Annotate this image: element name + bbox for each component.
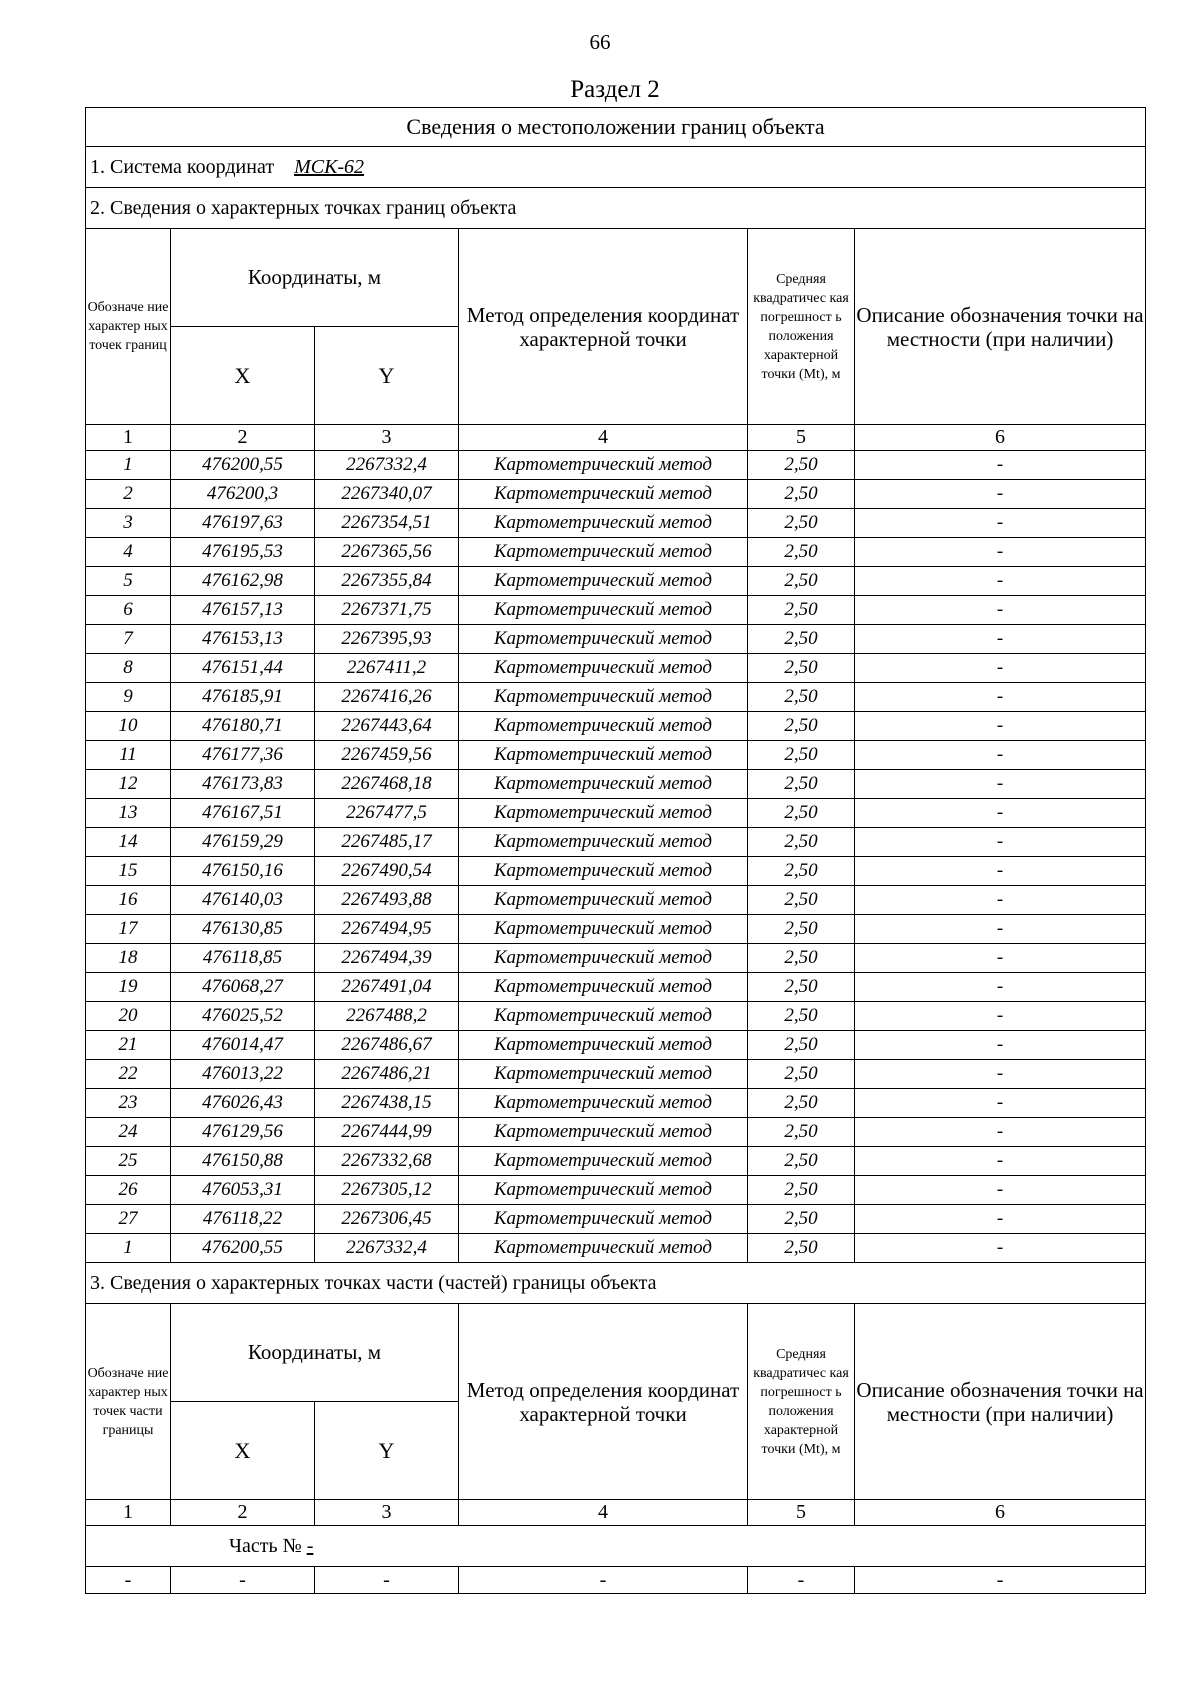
- cell-method: Картометрический метод: [459, 567, 748, 596]
- cell-method: Картометрический метод: [459, 973, 748, 1002]
- col-number: 5: [748, 425, 855, 451]
- table-row: [86, 451, 1146, 480]
- cell-desc: -: [855, 480, 1146, 509]
- cell-y: 2267411,2: [315, 654, 459, 683]
- table-row: [86, 683, 1146, 712]
- cell-mt: 2,50: [748, 480, 855, 509]
- cell-n: 10: [86, 712, 171, 741]
- cell-method: Картометрический метод: [459, 828, 748, 857]
- cell-mt: 2,50: [748, 1205, 855, 1234]
- header-point-label-part: Обозначе ние характер ных точек части границы: [86, 1304, 171, 1500]
- table-row: [86, 596, 1146, 625]
- header-description: Описание обозначения точки на местности (при наличии): [855, 1304, 1146, 1500]
- table-row: [86, 509, 1146, 538]
- col-number: 4: [459, 425, 748, 451]
- cell-y: 2267365,56: [315, 538, 459, 567]
- cell-y: 2267486,67: [315, 1031, 459, 1060]
- cell-mt: 2,50: [748, 451, 855, 480]
- cell-n: 16: [86, 886, 171, 915]
- cell-desc: -: [855, 857, 1146, 886]
- cell-y: 2267490,54: [315, 857, 459, 886]
- cell-method: Картометрический метод: [459, 596, 748, 625]
- cell-method: Картометрический метод: [459, 683, 748, 712]
- cell-x: 476013,22: [171, 1060, 315, 1089]
- cell-x: 476200,55: [171, 1234, 315, 1263]
- cell-desc: -: [855, 1234, 1146, 1263]
- cell-x: 476177,36: [171, 741, 315, 770]
- cell-method: Картометрический метод: [459, 915, 748, 944]
- cell-n: 11: [86, 741, 171, 770]
- cell-y: 2267494,39: [315, 944, 459, 973]
- cell-desc: -: [855, 1176, 1146, 1205]
- cell-n: 14: [86, 828, 171, 857]
- cell-method: Картометрический метод: [459, 1176, 748, 1205]
- cell-n: 25: [86, 1147, 171, 1176]
- cell-x: 476173,83: [171, 770, 315, 799]
- cell-mt: 2,50: [748, 567, 855, 596]
- cell-mt: 2,50: [748, 1176, 855, 1205]
- table-row: [86, 799, 1146, 828]
- cell-n: 26: [86, 1176, 171, 1205]
- cell-y: 2267355,84: [315, 567, 459, 596]
- section2-title: 2. Сведения о характерных точках границ объекта: [86, 188, 1146, 229]
- table-row: [86, 741, 1146, 770]
- col-number: 6: [855, 1500, 1146, 1526]
- header-x: X: [171, 327, 315, 425]
- cell-n: 9: [86, 683, 171, 712]
- cell-x: 476151,44: [171, 654, 315, 683]
- cell-mt: 2,50: [748, 799, 855, 828]
- cell-method: Картометрический метод: [459, 857, 748, 886]
- cell-method: Картометрический метод: [459, 944, 748, 973]
- table-row: [86, 1060, 1146, 1089]
- col-number: 3: [315, 1500, 459, 1526]
- cell-y: 2267332,68: [315, 1147, 459, 1176]
- table-row: [86, 1567, 1146, 1594]
- part-number: -: [306, 1534, 314, 1557]
- cell-mt: 2,50: [748, 1118, 855, 1147]
- cell-x: 476167,51: [171, 799, 315, 828]
- boundary-table: [85, 107, 1146, 1594]
- cell-x: 476053,31: [171, 1176, 315, 1205]
- cell-desc: -: [855, 712, 1146, 741]
- cell-y: 2267354,51: [315, 509, 459, 538]
- cell-desc: -: [855, 1205, 1146, 1234]
- cell-method: Картометрический метод: [459, 1147, 748, 1176]
- column-number-row: [86, 1500, 1146, 1526]
- cell-method: Картометрический метод: [459, 799, 748, 828]
- cell-desc: -: [855, 451, 1146, 480]
- cell-method: Картометрический метод: [459, 712, 748, 741]
- table-row: [86, 1031, 1146, 1060]
- table-row: [86, 1234, 1146, 1263]
- cell-x: 476026,43: [171, 1089, 315, 1118]
- table-row: [86, 915, 1146, 944]
- cell-mt: 2,50: [748, 1234, 855, 1263]
- cell-y: 2267306,45: [315, 1205, 459, 1234]
- cell-n: 7: [86, 625, 171, 654]
- cell-method: Картометрический метод: [459, 1089, 748, 1118]
- cell-y: 2267340,07: [315, 480, 459, 509]
- cell-x: 476118,85: [171, 944, 315, 973]
- cell-y: 2267491,04: [315, 973, 459, 1002]
- cell-y: 2267485,17: [315, 828, 459, 857]
- cell-x: 476153,13: [171, 625, 315, 654]
- cell-y: 2267438,15: [315, 1089, 459, 1118]
- cell-mt: 2,50: [748, 625, 855, 654]
- cell-n: 19: [86, 973, 171, 1002]
- cell-method: Картометрический метод: [459, 1205, 748, 1234]
- cell-n: 13: [86, 799, 171, 828]
- table-row: [86, 973, 1146, 1002]
- cell-x: 476180,71: [171, 712, 315, 741]
- cell-method: Картометрический метод: [459, 1234, 748, 1263]
- cell-y: 2267371,75: [315, 596, 459, 625]
- cell-x: 476129,56: [171, 1118, 315, 1147]
- col-number: 4: [459, 1500, 748, 1526]
- cell-mt: 2,50: [748, 538, 855, 567]
- cell-mt: 2,50: [748, 1031, 855, 1060]
- cell-mt: 2,50: [748, 944, 855, 973]
- cell-desc: -: [855, 625, 1146, 654]
- cell-n: 15: [86, 857, 171, 886]
- cell-n: 1: [86, 1234, 171, 1263]
- cell-desc: -: [855, 1031, 1146, 1060]
- cell-method: Картометрический метод: [459, 625, 748, 654]
- cell-x: 476118,22: [171, 1205, 315, 1234]
- col-number: 1: [86, 425, 171, 451]
- cell-mt: 2,50: [748, 741, 855, 770]
- cell-y: 2267468,18: [315, 770, 459, 799]
- cell-n: 22: [86, 1060, 171, 1089]
- section-title: Раздел 2: [570, 76, 660, 103]
- cell-mt: 2,50: [748, 712, 855, 741]
- cell-x: 476140,03: [171, 886, 315, 915]
- table-row: [86, 886, 1146, 915]
- cell-mt: 2,50: [748, 683, 855, 712]
- col-number: 5: [748, 1500, 855, 1526]
- cell-n: 1: [86, 451, 171, 480]
- cell-method: Картометрический метод: [459, 1002, 748, 1031]
- header-coords: Координаты, м: [171, 229, 459, 327]
- cell-desc: -: [855, 509, 1146, 538]
- header-y: Y: [315, 1402, 459, 1500]
- header-description: Описание обозначения точки на местности (при наличии): [855, 229, 1146, 425]
- cell-desc: -: [855, 654, 1146, 683]
- cell-desc: -: [855, 1118, 1146, 1147]
- cell-mt: 2,50: [748, 654, 855, 683]
- cell-x: 476197,63: [171, 509, 315, 538]
- cell-x: 476162,98: [171, 567, 315, 596]
- table-row: [86, 480, 1146, 509]
- cell-mt: 2,50: [748, 915, 855, 944]
- coord-system-label: 1. Система координат: [90, 155, 275, 178]
- column-number-row: [86, 425, 1146, 451]
- cell-x: 476200,3: [171, 480, 315, 509]
- coord-system-row: [86, 147, 1146, 188]
- cell-y: 2267443,64: [315, 712, 459, 741]
- coord-system-value: МСК-62: [294, 155, 365, 178]
- cell-n: 8: [86, 654, 171, 683]
- cell-method: Картометрический метод: [459, 509, 748, 538]
- cell-y: 2267395,93: [315, 625, 459, 654]
- cell-method: -: [459, 1567, 748, 1594]
- cell-n: 18: [86, 944, 171, 973]
- header-method: Метод определения координат характерной точки: [459, 229, 748, 425]
- cell-x: 476014,47: [171, 1031, 315, 1060]
- cell-y: 2267493,88: [315, 886, 459, 915]
- cell-y: -: [315, 1567, 459, 1594]
- table-row: [86, 1002, 1146, 1031]
- cell-y: 2267332,4: [315, 1234, 459, 1263]
- cell-n: 24: [86, 1118, 171, 1147]
- table-row: [86, 1089, 1146, 1118]
- cell-x: -: [171, 1567, 315, 1594]
- cell-y: 2267332,4: [315, 451, 459, 480]
- table-row: [86, 538, 1146, 567]
- cell-mt: 2,50: [748, 596, 855, 625]
- cell-method: Картометрический метод: [459, 480, 748, 509]
- cell-desc: -: [855, 1089, 1146, 1118]
- cell-method: Картометрический метод: [459, 451, 748, 480]
- table-title: Сведения о местоположении границ объекта: [86, 108, 1146, 147]
- cell-desc: -: [855, 596, 1146, 625]
- cell-mt: 2,50: [748, 828, 855, 857]
- table-row: [86, 1205, 1146, 1234]
- cell-desc: -: [855, 944, 1146, 973]
- cell-mt: 2,50: [748, 1147, 855, 1176]
- cell-n: 21: [86, 1031, 171, 1060]
- cell-y: 2267416,26: [315, 683, 459, 712]
- cell-y: 2267494,95: [315, 915, 459, 944]
- table-row: [86, 770, 1146, 799]
- cell-y: 2267444,99: [315, 1118, 459, 1147]
- cell-desc: -: [855, 799, 1146, 828]
- cell-y: 2267305,12: [315, 1176, 459, 1205]
- header-error: Средняя квадратичес кая погрешност ь положения характерной точки (Mt), м: [748, 1304, 855, 1500]
- cell-x: 476195,53: [171, 538, 315, 567]
- cell-x: 476025,52: [171, 1002, 315, 1031]
- cell-method: Картометрический метод: [459, 741, 748, 770]
- cell-x: 476150,88: [171, 1147, 315, 1176]
- part-label: Часть №: [229, 1534, 302, 1557]
- table-row: [86, 828, 1146, 857]
- cell-n: 17: [86, 915, 171, 944]
- cell-n: -: [86, 1567, 171, 1594]
- table-row: [86, 654, 1146, 683]
- table-row: [86, 567, 1146, 596]
- cell-desc: -: [855, 567, 1146, 596]
- cell-x: 476068,27: [171, 973, 315, 1002]
- cell-x: 476157,13: [171, 596, 315, 625]
- table-row: [86, 625, 1146, 654]
- table-row: [86, 1176, 1146, 1205]
- cell-mt: 2,50: [748, 886, 855, 915]
- cell-n: 6: [86, 596, 171, 625]
- cell-desc: -: [855, 915, 1146, 944]
- header-point-label: Обозначе ние характер ных точек границ: [86, 229, 171, 425]
- table-row: [86, 944, 1146, 973]
- cell-desc: -: [855, 741, 1146, 770]
- table-row: [86, 712, 1146, 741]
- cell-method: Картометрический метод: [459, 654, 748, 683]
- cell-desc: -: [855, 683, 1146, 712]
- cell-mt: 2,50: [748, 857, 855, 886]
- part-row: [86, 1526, 1146, 1567]
- cell-n: 12: [86, 770, 171, 799]
- cell-mt: 2,50: [748, 1089, 855, 1118]
- cell-y: 2267488,2: [315, 1002, 459, 1031]
- header-coords: Координаты, м: [171, 1304, 459, 1402]
- header-error: Средняя квадратичес кая погрешност ь положения характерной точки (Mt), м: [748, 229, 855, 425]
- table-row: [86, 1118, 1146, 1147]
- cell-desc: -: [855, 1002, 1146, 1031]
- cell-method: Картометрический метод: [459, 538, 748, 567]
- col-number: 1: [86, 1500, 171, 1526]
- cell-desc: -: [855, 1060, 1146, 1089]
- cell-desc: -: [855, 973, 1146, 1002]
- header-method: Метод определения координат характерной точки: [459, 1304, 748, 1500]
- cell-mt: 2,50: [748, 973, 855, 1002]
- cell-x: 476200,55: [171, 451, 315, 480]
- header-y: Y: [315, 327, 459, 425]
- cell-x: 476159,29: [171, 828, 315, 857]
- col-number: 2: [171, 425, 315, 451]
- cell-method: Картометрический метод: [459, 1031, 748, 1060]
- cell-method: Картометрический метод: [459, 886, 748, 915]
- col-number: 3: [315, 425, 459, 451]
- cell-desc: -: [855, 886, 1146, 915]
- cell-n: 23: [86, 1089, 171, 1118]
- cell-method: Картометрический метод: [459, 770, 748, 799]
- cell-mt: 2,50: [748, 1060, 855, 1089]
- cell-x: 476185,91: [171, 683, 315, 712]
- cell-method: Картометрический метод: [459, 1060, 748, 1089]
- col-number: 2: [171, 1500, 315, 1526]
- table-row: [86, 1147, 1146, 1176]
- cell-desc: -: [855, 770, 1146, 799]
- cell-n: 4: [86, 538, 171, 567]
- cell-method: Картометрический метод: [459, 1118, 748, 1147]
- section3-title: 3. Сведения о характерных точках части (частей) границы объекта: [86, 1263, 1146, 1304]
- cell-n: 27: [86, 1205, 171, 1234]
- cell-y: 2267477,5: [315, 799, 459, 828]
- page-number: 66: [589, 30, 611, 54]
- cell-n: 3: [86, 509, 171, 538]
- cell-n: 5: [86, 567, 171, 596]
- table-row: [86, 857, 1146, 886]
- cell-x: 476150,16: [171, 857, 315, 886]
- cell-n: 20: [86, 1002, 171, 1031]
- cell-desc: -: [855, 1147, 1146, 1176]
- cell-mt: 2,50: [748, 509, 855, 538]
- col-number: 6: [855, 425, 1146, 451]
- cell-mt: 2,50: [748, 770, 855, 799]
- header-x: X: [171, 1402, 315, 1500]
- cell-x: 476130,85: [171, 915, 315, 944]
- cell-y: 2267486,21: [315, 1060, 459, 1089]
- cell-mt: 2,50: [748, 1002, 855, 1031]
- cell-n: 2: [86, 480, 171, 509]
- cell-y: 2267459,56: [315, 741, 459, 770]
- cell-mt: -: [748, 1567, 855, 1594]
- cell-desc: -: [855, 1567, 1146, 1594]
- cell-desc: -: [855, 538, 1146, 567]
- cell-desc: -: [855, 828, 1146, 857]
